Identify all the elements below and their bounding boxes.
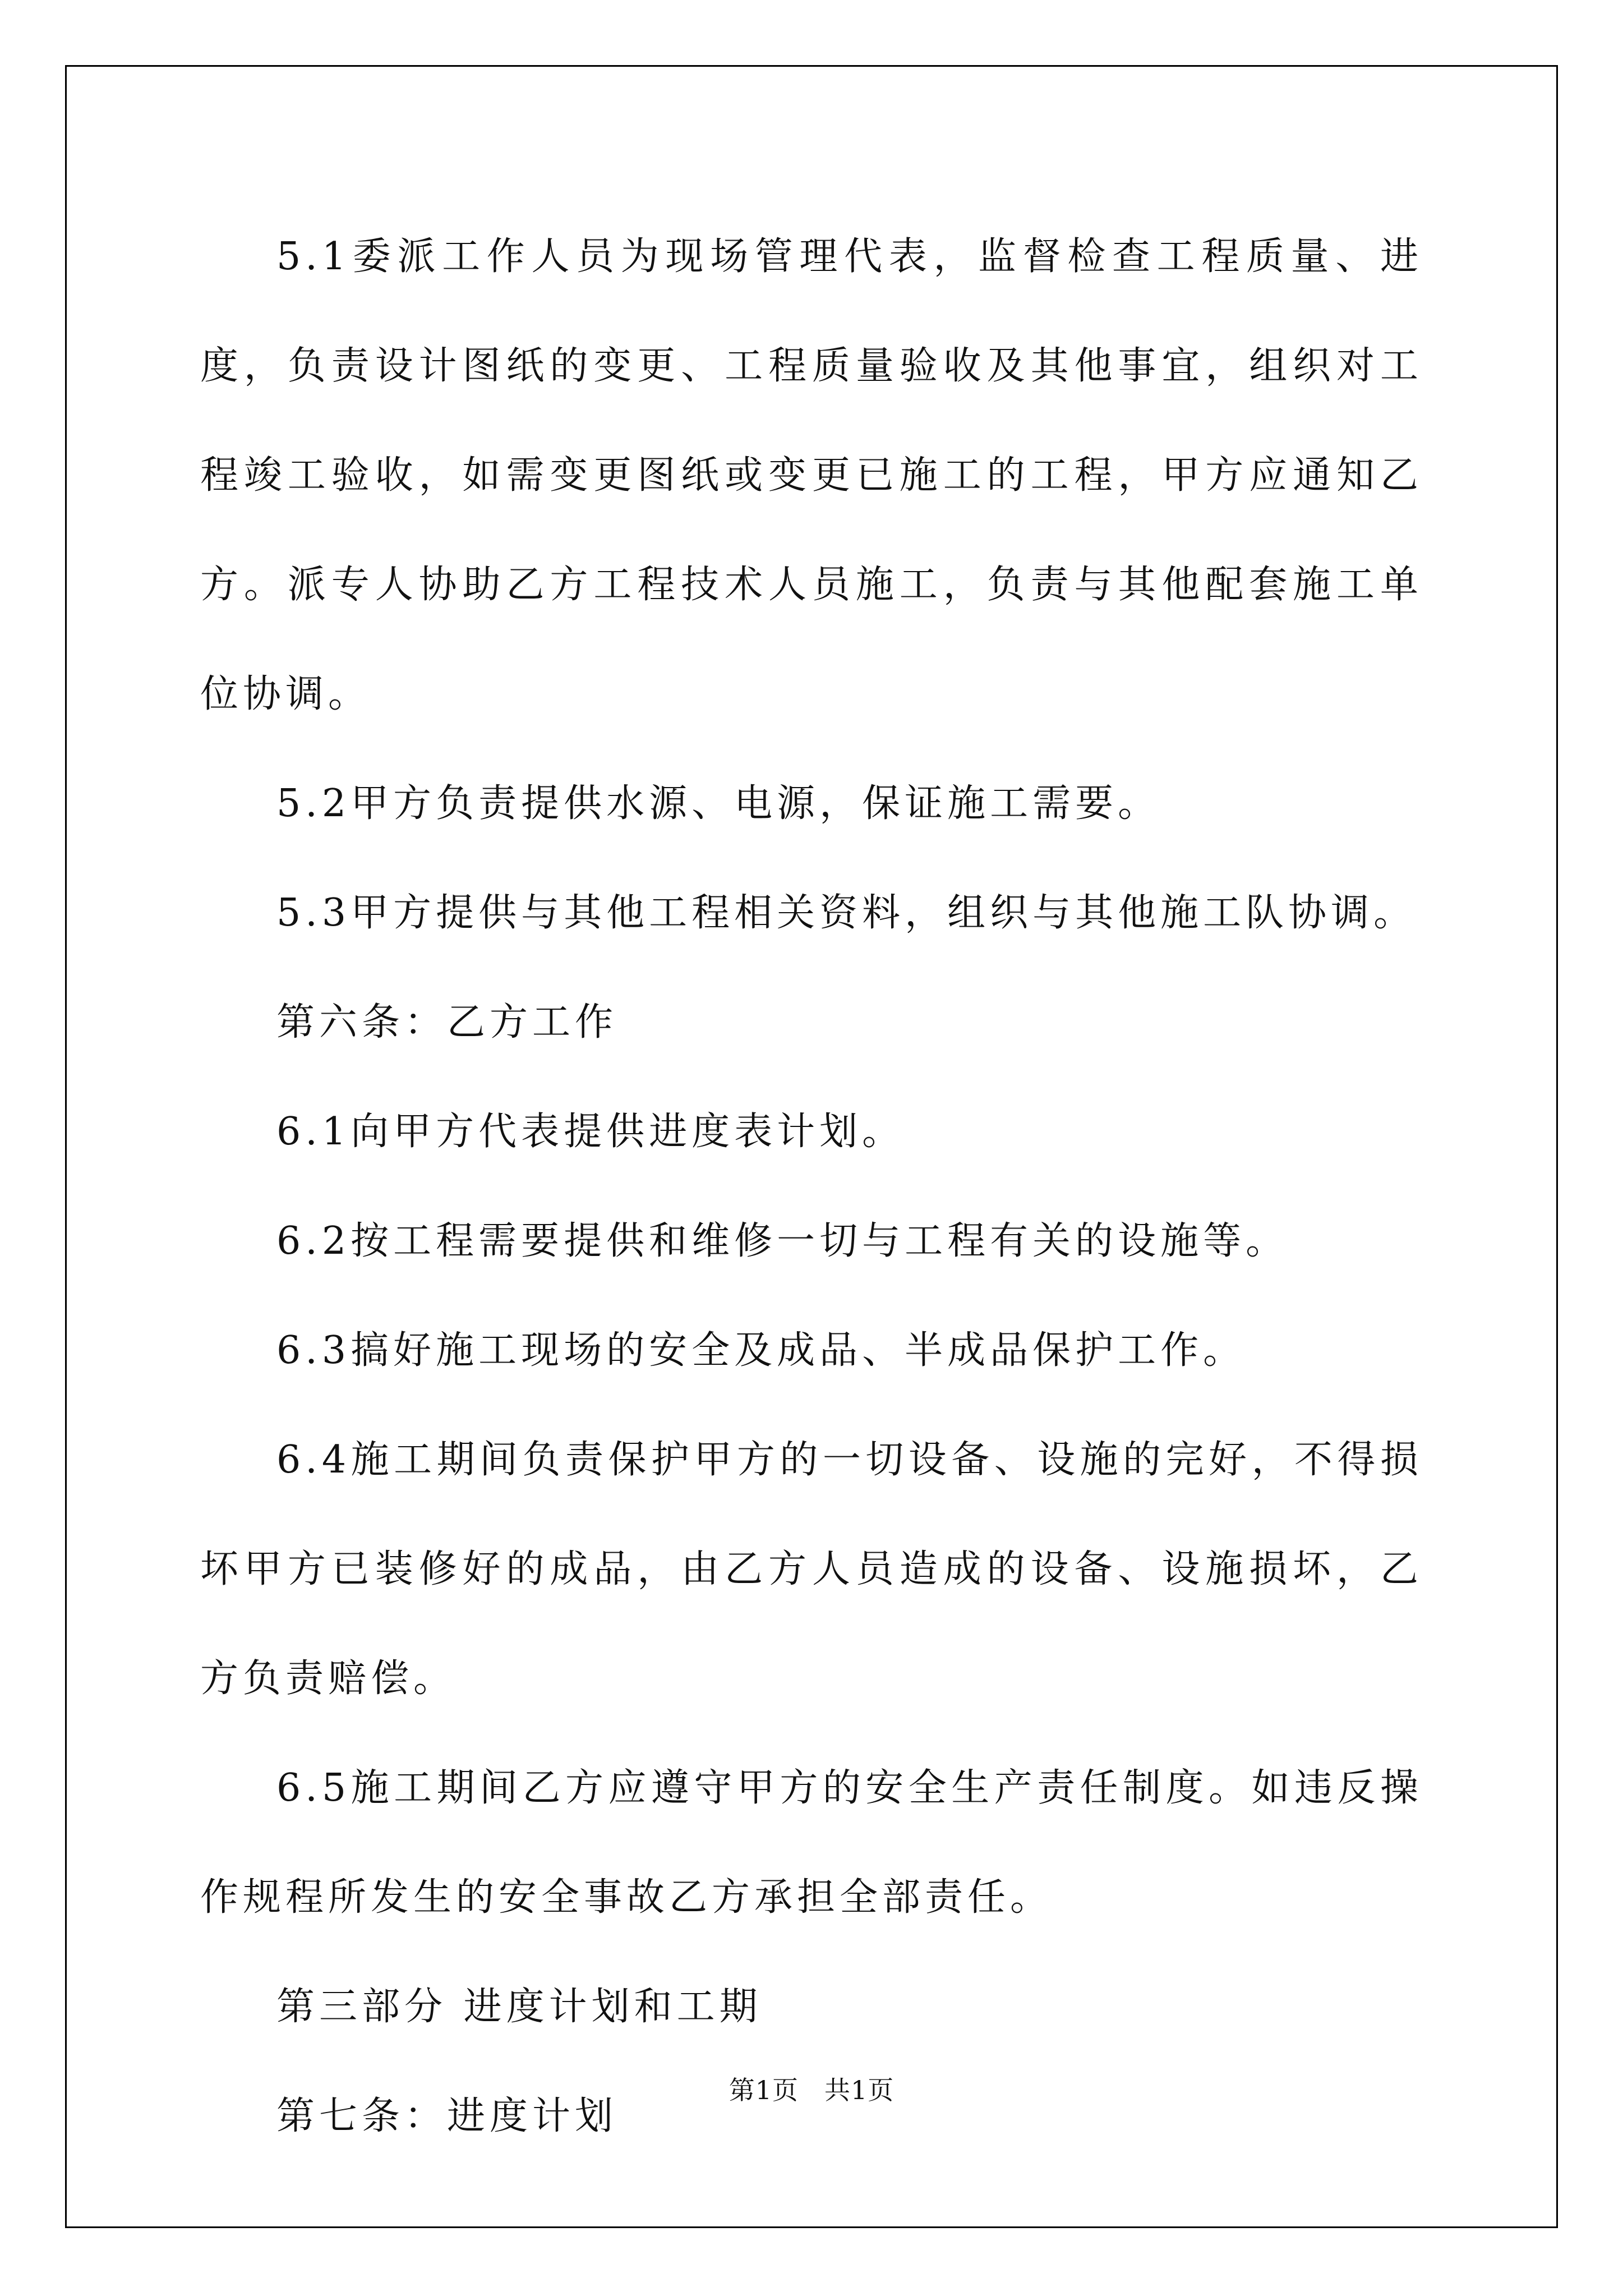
page-number: 第1页 [728,2075,799,2105]
paragraph-6-5: 6.5施工期间乙方应遵守甲方的安全生产责任制度。如违反操作规程所发生的安全事故乙方承担全部责任。 [200,1766,1423,1920]
paragraph-6-4: 6.4施工期间负责保护甲方的一切设备、设施的完好，不得损坏甲方已装修好的成品，由乙方人员造成的设备、设施损坏，乙方负责赔偿。 [200,1438,1423,1701]
paragraph-5-2: 5.2甲方负责提供水源、电源，保证施工需要。 [276,781,1161,826]
heading-article-6: 第六条：乙方工作 [276,1000,618,1045]
paragraph-5-1: 5.1委派工作人员为现场管理代表，监督检查工程质量、进度，负责设计图纸的变更、工程质量验收及其他事宜，组织对工程竣工验收，如需变更图纸或变更已施工的工程，甲方应通知乙方。派专人协助乙方工程技术人员施工，负责与其他配套施工单位协调。 [200,234,1423,716]
paragraph-5-3: 5.3甲方提供与其他工程相关资料，组织与其他施工队协调。 [276,891,1417,935]
page-total: 共1页 [824,2075,895,2105]
heading-article-7: 第七条：进度计划 [276,2094,618,2138]
paragraph-6-1: 6.1向甲方代表提供进度表计划。 [276,1110,905,1154]
paragraph-6-3: 6.3搞好施工现场的安全及成品、半成品保护工作。 [276,1328,1246,1373]
page-footer [0,2070,1623,2107]
document-body [200,202,1423,2171]
heading-part-3: 第三部分 进度计划和工期 [276,1985,762,2029]
paragraph-6-2: 6.2按工程需要提供和维修一切与工程有关的设施等。 [276,1219,1289,1263]
